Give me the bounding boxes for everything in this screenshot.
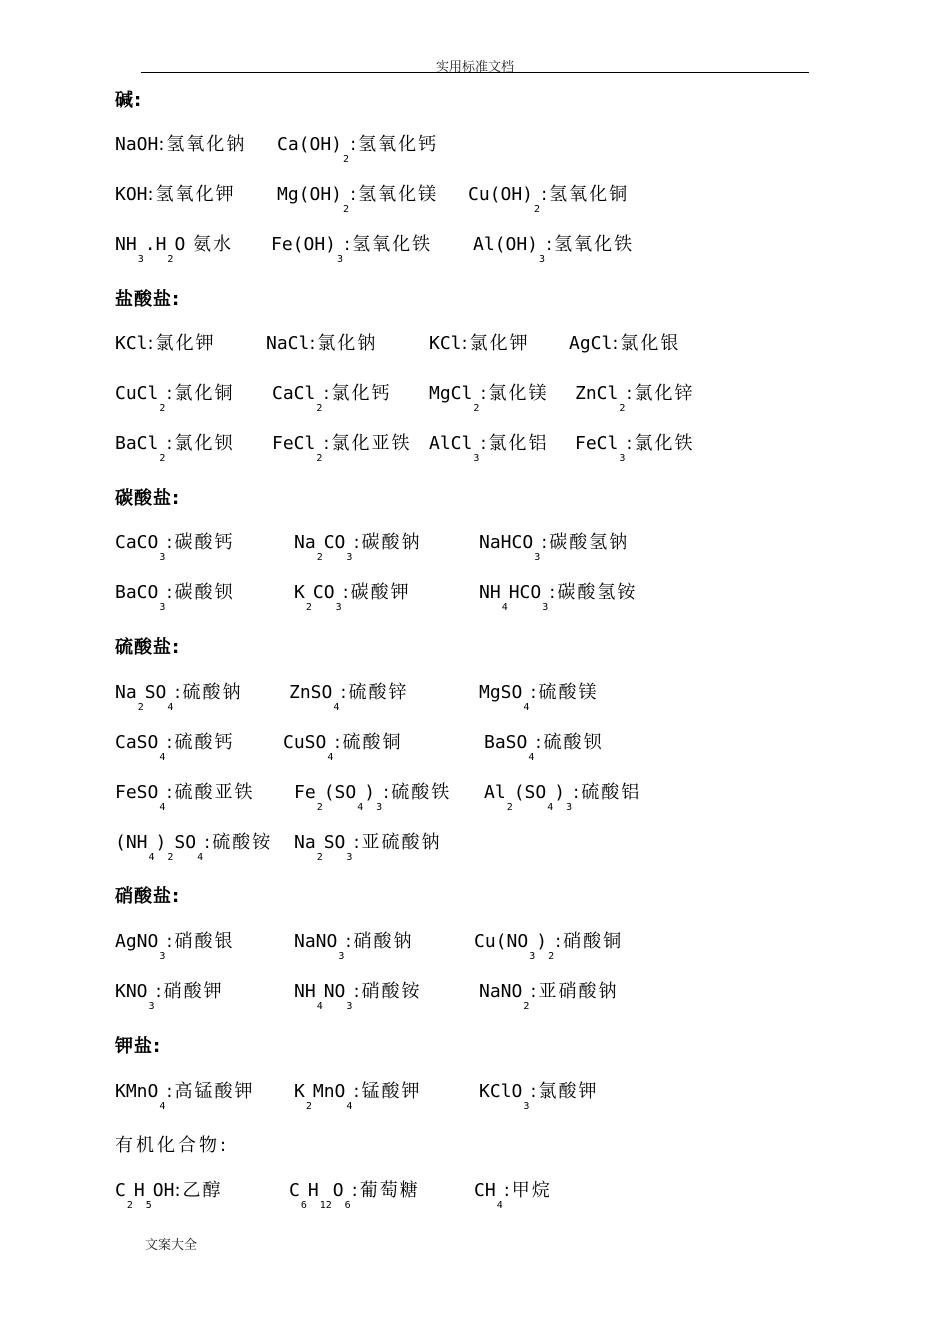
section-heading: 硝酸盐: xyxy=(115,886,181,907)
chemical-formula xyxy=(294,782,383,813)
compound-entry xyxy=(569,333,680,355)
chemical-formula xyxy=(266,333,309,354)
formula-part: AgCl xyxy=(569,333,613,354)
compound-entry xyxy=(115,732,235,763)
formula-part: Ca(OH) xyxy=(277,134,343,155)
formula-subscript: 4 xyxy=(547,802,554,813)
compound-entry xyxy=(479,532,630,563)
chemical-formula xyxy=(479,532,541,563)
formula-subscript: 2 xyxy=(316,852,323,863)
compound-name: :氯化铁 xyxy=(626,433,695,454)
compound-name: :氯化钙 xyxy=(323,383,392,404)
formula-part: Mg(OH) xyxy=(277,184,343,205)
formula-subscript: 12 xyxy=(319,1200,332,1211)
compound-name: :硫酸钠 xyxy=(174,682,243,703)
formula-subscript: 3 xyxy=(539,254,546,265)
compound-entry xyxy=(479,682,599,713)
chemical-formula xyxy=(294,981,353,1012)
compound-name: :碳酸钾 xyxy=(342,582,411,603)
formula-part: CaSO xyxy=(115,732,159,753)
compound-name: :氢氧化钠 xyxy=(158,134,247,155)
formula-subscript: 4 xyxy=(528,752,535,763)
formula-part: BaSO xyxy=(484,732,528,753)
formula-part: O xyxy=(174,234,186,255)
chemical-formula xyxy=(479,981,530,1012)
compound-entry xyxy=(294,1081,422,1112)
formula-part: AlCl xyxy=(429,433,473,454)
formula-part: OH xyxy=(152,1180,175,1201)
formula-subscript: 2 xyxy=(343,204,350,215)
formula-part: ZnCl xyxy=(575,383,619,404)
compound-name: :碳酸氢钠 xyxy=(541,532,630,553)
formula-part: NO xyxy=(323,981,346,1002)
chemical-formula xyxy=(115,134,158,155)
compound-name: :硝酸钠 xyxy=(345,931,414,952)
formula-subscript: 4 xyxy=(501,602,508,613)
chemical-formula xyxy=(272,383,323,414)
formula-subscript: 2 xyxy=(167,852,174,863)
formula-subscript: 3 xyxy=(346,852,353,863)
formula-subscript: 3 xyxy=(159,951,166,962)
formula-subscript: 2 xyxy=(316,453,323,464)
compound-entry xyxy=(294,931,414,962)
chemical-formula xyxy=(479,1081,530,1112)
formula-part: NH xyxy=(115,234,137,255)
formula-part: NaOH xyxy=(115,134,159,155)
compound-name: 氨水 xyxy=(185,234,234,255)
formula-subscript: 3 xyxy=(148,1001,155,1012)
formula-part: Al xyxy=(484,782,506,803)
chemical-formula xyxy=(429,383,480,414)
formula-part: ) xyxy=(554,782,566,803)
compound-entry xyxy=(115,433,235,464)
chemical-formula xyxy=(115,782,166,813)
chemical-formula xyxy=(484,782,573,813)
formula-subscript: 2 xyxy=(167,254,174,265)
compound-name: :氢氧化镁 xyxy=(350,184,439,205)
formula-part: K xyxy=(294,582,305,603)
compound-name: :氯化铝 xyxy=(480,433,549,454)
formula-part: H xyxy=(155,234,167,255)
formula-subscript: 3 xyxy=(534,552,541,563)
formula-subscript: 2 xyxy=(159,403,166,414)
chemical-formula xyxy=(569,333,612,354)
chemical-formula xyxy=(115,732,166,763)
chemical-formula xyxy=(115,184,148,205)
chemical-formula xyxy=(294,532,353,563)
formula-part: BaCO xyxy=(115,582,159,603)
formula-part: Al(OH) xyxy=(473,234,539,255)
section-heading: 盐酸盐: xyxy=(115,289,181,310)
compound-entry xyxy=(115,582,235,613)
chemical-formula xyxy=(277,184,350,215)
formula-subscript: 3 xyxy=(529,951,536,962)
formula-part: CO xyxy=(312,582,335,603)
formula-subscript: 2 xyxy=(343,154,350,165)
chemical-formula xyxy=(283,732,334,763)
compound-entry xyxy=(479,981,619,1012)
compound-name: :碳酸钡 xyxy=(166,582,235,603)
formula-subscript: 3 xyxy=(159,552,166,563)
compound-entry xyxy=(115,1081,255,1112)
formula-part: CO xyxy=(323,532,346,553)
compound-name: :硫酸铜 xyxy=(334,732,403,753)
formula-subscript: 3 xyxy=(473,453,480,464)
formula-subscript: 2 xyxy=(137,702,144,713)
compound-entry xyxy=(115,532,235,563)
formula-subscript: 4 xyxy=(148,852,155,863)
chemical-formula xyxy=(277,134,350,165)
compound-entry xyxy=(271,234,433,265)
compound-entry xyxy=(474,931,624,962)
compound-name: :硫酸铝 xyxy=(573,782,642,803)
formula-part: . xyxy=(144,234,156,255)
compound-entry xyxy=(272,433,412,464)
header-rule xyxy=(141,72,809,73)
compound-name: :氯化钠 xyxy=(309,333,378,354)
formula-part: ) xyxy=(364,782,376,803)
formula-part: KOH xyxy=(115,184,148,205)
formula-subscript: 2 xyxy=(473,403,480,414)
compound-entry xyxy=(115,184,236,206)
compound-name: :硝酸铜 xyxy=(555,931,624,952)
formula-subscript: 3 xyxy=(137,254,144,265)
compound-entry xyxy=(289,682,409,713)
compound-entry xyxy=(115,931,235,962)
formula-part: NH xyxy=(294,981,316,1002)
section-heading: 碱: xyxy=(115,90,143,111)
formula-subscript: 2 xyxy=(316,403,323,414)
chemical-formula xyxy=(294,1081,353,1112)
chemical-formula xyxy=(115,931,166,962)
formula-part: CaCl xyxy=(272,383,316,404)
formula-part: KMnO xyxy=(115,1081,159,1102)
formula-subscript: 4 xyxy=(523,702,530,713)
chemical-formula xyxy=(271,234,344,265)
chemical-formula xyxy=(479,582,549,613)
formula-subscript: 4 xyxy=(327,752,334,763)
compound-name: :硫酸锌 xyxy=(340,682,409,703)
formula-subscript: 2 xyxy=(305,602,312,613)
formula-part: NaHCO xyxy=(479,532,534,553)
compound-name: :硝酸铵 xyxy=(353,981,422,1002)
formula-subscript: 3 xyxy=(542,602,549,613)
compound-entry xyxy=(484,732,604,763)
formula-subscript: 2 xyxy=(548,951,555,962)
compound-entry xyxy=(266,333,377,355)
compound-name: :乙醇 xyxy=(174,1180,223,1201)
compound-entry xyxy=(468,184,630,215)
formula-part: MnO xyxy=(312,1081,346,1102)
compound-entry xyxy=(575,383,695,414)
formula-part: FeCl xyxy=(272,433,316,454)
chemical-formula xyxy=(294,582,343,613)
formula-subscript: 3 xyxy=(523,1101,530,1112)
formula-subscript: 2 xyxy=(534,204,541,215)
formula-part: KNO xyxy=(115,981,148,1002)
compound-name: :硫酸亚铁 xyxy=(166,782,255,803)
formula-part: Na xyxy=(294,532,316,553)
formula-subscript: 6 xyxy=(344,1200,351,1211)
compound-name: :葡萄糖 xyxy=(351,1180,420,1201)
compound-entry xyxy=(474,1180,552,1211)
formula-part: SO xyxy=(323,832,346,853)
chemical-formula xyxy=(115,234,186,265)
compound-name: :硫酸铁 xyxy=(383,782,452,803)
chemical-formula xyxy=(115,333,148,354)
formula-subscript: 4 xyxy=(167,702,174,713)
chemical-formula xyxy=(429,433,480,464)
formula-subscript: 4 xyxy=(346,1101,353,1112)
compound-entry xyxy=(115,383,235,414)
compound-name: :氯化钾 xyxy=(147,333,216,354)
compound-entry xyxy=(479,582,638,613)
formula-subscript: 4 xyxy=(159,802,166,813)
formula-part: HCO xyxy=(508,582,542,603)
compound-entry xyxy=(283,732,403,763)
compound-entry xyxy=(115,1180,223,1211)
compound-name: :氯化亚铁 xyxy=(323,433,412,454)
formula-subscript: 2 xyxy=(159,453,166,464)
formula-part: ) xyxy=(536,931,548,952)
formula-subscript: 2 xyxy=(305,1101,312,1112)
formula-part: NaCl xyxy=(266,333,310,354)
formula-subscript: 4 xyxy=(357,802,364,813)
formula-part: Na xyxy=(115,682,137,703)
formula-part: KClO xyxy=(479,1081,523,1102)
compound-entry xyxy=(115,333,216,355)
formula-part: FeCl xyxy=(575,433,619,454)
compound-name: :氢氧化铁 xyxy=(344,234,433,255)
formula-part: AgNO xyxy=(115,931,159,952)
formula-part: (SO xyxy=(323,782,357,803)
formula-part: FeSO xyxy=(115,782,159,803)
formula-part: (SO xyxy=(513,782,547,803)
formula-part: MgCl xyxy=(429,383,473,404)
compound-name: :氯化锌 xyxy=(626,383,695,404)
compound-entry xyxy=(115,234,234,265)
chemical-formula xyxy=(575,433,626,464)
chemical-formula xyxy=(289,1180,352,1211)
compound-entry xyxy=(294,782,452,813)
compound-name: :氢氧化钾 xyxy=(147,184,236,205)
compound-entry xyxy=(479,1081,599,1112)
compound-entry xyxy=(115,134,246,156)
compound-name: :氢氧化铜 xyxy=(541,184,630,205)
compound-name: :氢氧化钙 xyxy=(350,134,439,155)
formula-subscript: 3 xyxy=(346,1001,353,1012)
compound-entry xyxy=(272,383,392,414)
compound-name: :氯酸钾 xyxy=(530,1081,599,1102)
section-heading: 硫酸盐: xyxy=(115,637,181,658)
formula-subscript: 4 xyxy=(159,752,166,763)
compound-entry xyxy=(289,1180,420,1211)
chemical-formula xyxy=(473,234,546,265)
chemical-formula xyxy=(294,931,345,962)
compound-entry xyxy=(294,532,422,563)
formula-subscript: 4 xyxy=(197,852,204,863)
compound-entry xyxy=(429,333,530,355)
formula-part: KCl xyxy=(429,333,462,354)
formula-subscript: 3 xyxy=(619,453,626,464)
formula-part: C xyxy=(289,1180,300,1201)
chemical-formula xyxy=(474,931,555,962)
formula-part: SO xyxy=(144,682,167,703)
compound-entry xyxy=(473,234,635,265)
compound-entry xyxy=(294,582,411,613)
compound-name: :氯化钡 xyxy=(166,433,235,454)
formula-part: KCl xyxy=(115,333,148,354)
compound-entry xyxy=(294,832,442,863)
chemical-formula xyxy=(115,383,166,414)
formula-subscript: 5 xyxy=(145,1200,152,1211)
formula-part: Na xyxy=(294,832,316,853)
compound-entry xyxy=(277,184,439,215)
chemical-formula xyxy=(468,184,541,215)
compound-entry xyxy=(484,782,642,813)
compound-name: :硫酸镁 xyxy=(530,682,599,703)
compound-name: :硝酸钾 xyxy=(155,981,224,1002)
compound-name: :甲烷 xyxy=(503,1180,552,1201)
chemical-formula xyxy=(272,433,323,464)
formula-subscript: 2 xyxy=(316,552,323,563)
compound-entry xyxy=(115,981,224,1012)
formula-part: NaNO xyxy=(294,931,338,952)
page-header: 实用标准文档 xyxy=(435,60,514,75)
formula-subscript: 3 xyxy=(566,802,573,813)
formula-part: Fe(OH) xyxy=(271,234,337,255)
formula-subscript: 2 xyxy=(506,802,513,813)
formula-part: NaNO xyxy=(479,981,523,1002)
compound-entry xyxy=(115,682,243,713)
formula-part: H xyxy=(133,1180,145,1201)
chemical-formula xyxy=(115,532,166,563)
formula-part: ZnSO xyxy=(289,682,333,703)
formula-subscript: 3 xyxy=(335,602,342,613)
formula-subscript: 3 xyxy=(159,602,166,613)
formula-subscript: 3 xyxy=(346,552,353,563)
page-footer: 文案大全 xyxy=(145,1238,198,1253)
formula-part: H xyxy=(307,1180,319,1201)
formula-subscript: 4 xyxy=(159,1101,166,1112)
formula-subscript: 2 xyxy=(126,1200,133,1211)
compound-entry xyxy=(277,134,439,165)
compound-name: :氯化铜 xyxy=(166,383,235,404)
formula-part: Cu(NO xyxy=(474,931,529,952)
formula-part: CaCO xyxy=(115,532,159,553)
formula-subscript: 4 xyxy=(316,1001,323,1012)
formula-part: CuCl xyxy=(115,383,159,404)
compound-name: :氢氧化铁 xyxy=(546,234,635,255)
formula-part: (NH xyxy=(115,832,148,853)
chemical-formula xyxy=(289,682,340,713)
chemical-formula xyxy=(115,582,166,613)
formula-part: O xyxy=(332,1180,344,1201)
compound-name: :碳酸钙 xyxy=(166,532,235,553)
formula-part: CH xyxy=(474,1180,496,1201)
compound-name: :碳酸钠 xyxy=(353,532,422,553)
compound-entry xyxy=(294,981,422,1012)
chemical-formula xyxy=(115,1180,175,1211)
formula-subscript: 2 xyxy=(316,802,323,813)
formula-part: Cu(OH) xyxy=(468,184,534,205)
chemical-formula xyxy=(479,682,530,713)
compound-entry xyxy=(575,433,695,464)
formula-part: MgSO xyxy=(479,682,523,703)
compound-name: :硫酸钡 xyxy=(535,732,604,753)
compound-name: :亚硫酸钠 xyxy=(353,832,442,853)
section-heading: 钾盐: xyxy=(115,1036,162,1057)
compound-name: :硝酸银 xyxy=(166,931,235,952)
compound-name: :氯化镁 xyxy=(480,383,549,404)
chemical-formula xyxy=(115,1081,166,1112)
compound-name: :硫酸钙 xyxy=(166,732,235,753)
formula-part: NH xyxy=(479,582,501,603)
chemical-formula xyxy=(429,333,462,354)
compound-name: :高锰酸钾 xyxy=(166,1081,255,1102)
formula-part: BaCl xyxy=(115,433,159,454)
formula-part: C xyxy=(115,1180,126,1201)
formula-subscript: 3 xyxy=(338,951,345,962)
compound-name: :碳酸氢铵 xyxy=(549,582,638,603)
chemical-formula xyxy=(115,981,156,1012)
chemical-formula xyxy=(294,832,353,863)
formula-subscript: 4 xyxy=(496,1200,503,1211)
formula-part: K xyxy=(294,1081,305,1102)
formula-subscript: 4 xyxy=(333,702,340,713)
compound-name: :氯化钾 xyxy=(461,333,530,354)
formula-part: SO xyxy=(174,832,197,853)
formula-subscript: 3 xyxy=(376,802,383,813)
chemical-formula xyxy=(484,732,535,763)
compound-name: :亚硝酸钠 xyxy=(530,981,619,1002)
compound-name: :锰酸钾 xyxy=(353,1081,422,1102)
compound-entry xyxy=(115,782,255,813)
formula-subscript: 2 xyxy=(619,403,626,414)
formula-part: CuSO xyxy=(283,732,327,753)
chemical-formula xyxy=(575,383,626,414)
compound-entry xyxy=(429,383,549,414)
formula-subscript: 2 xyxy=(523,1001,530,1012)
section-heading: 有机化合物: xyxy=(115,1135,230,1156)
section-heading: 碳酸盐: xyxy=(115,488,181,509)
chemical-formula xyxy=(115,682,174,713)
chemical-formula xyxy=(115,433,166,464)
compound-name: :硫酸铵 xyxy=(204,832,273,853)
chemical-formula xyxy=(474,1180,504,1211)
formula-subscript: 3 xyxy=(337,254,344,265)
compound-entry xyxy=(115,832,273,863)
compound-name: :氯化银 xyxy=(612,333,681,354)
formula-subscript: 6 xyxy=(300,1200,307,1211)
chemical-formula xyxy=(115,832,204,863)
compound-entry xyxy=(429,433,549,464)
formula-part: Fe xyxy=(294,782,316,803)
formula-part: ) xyxy=(155,832,167,853)
